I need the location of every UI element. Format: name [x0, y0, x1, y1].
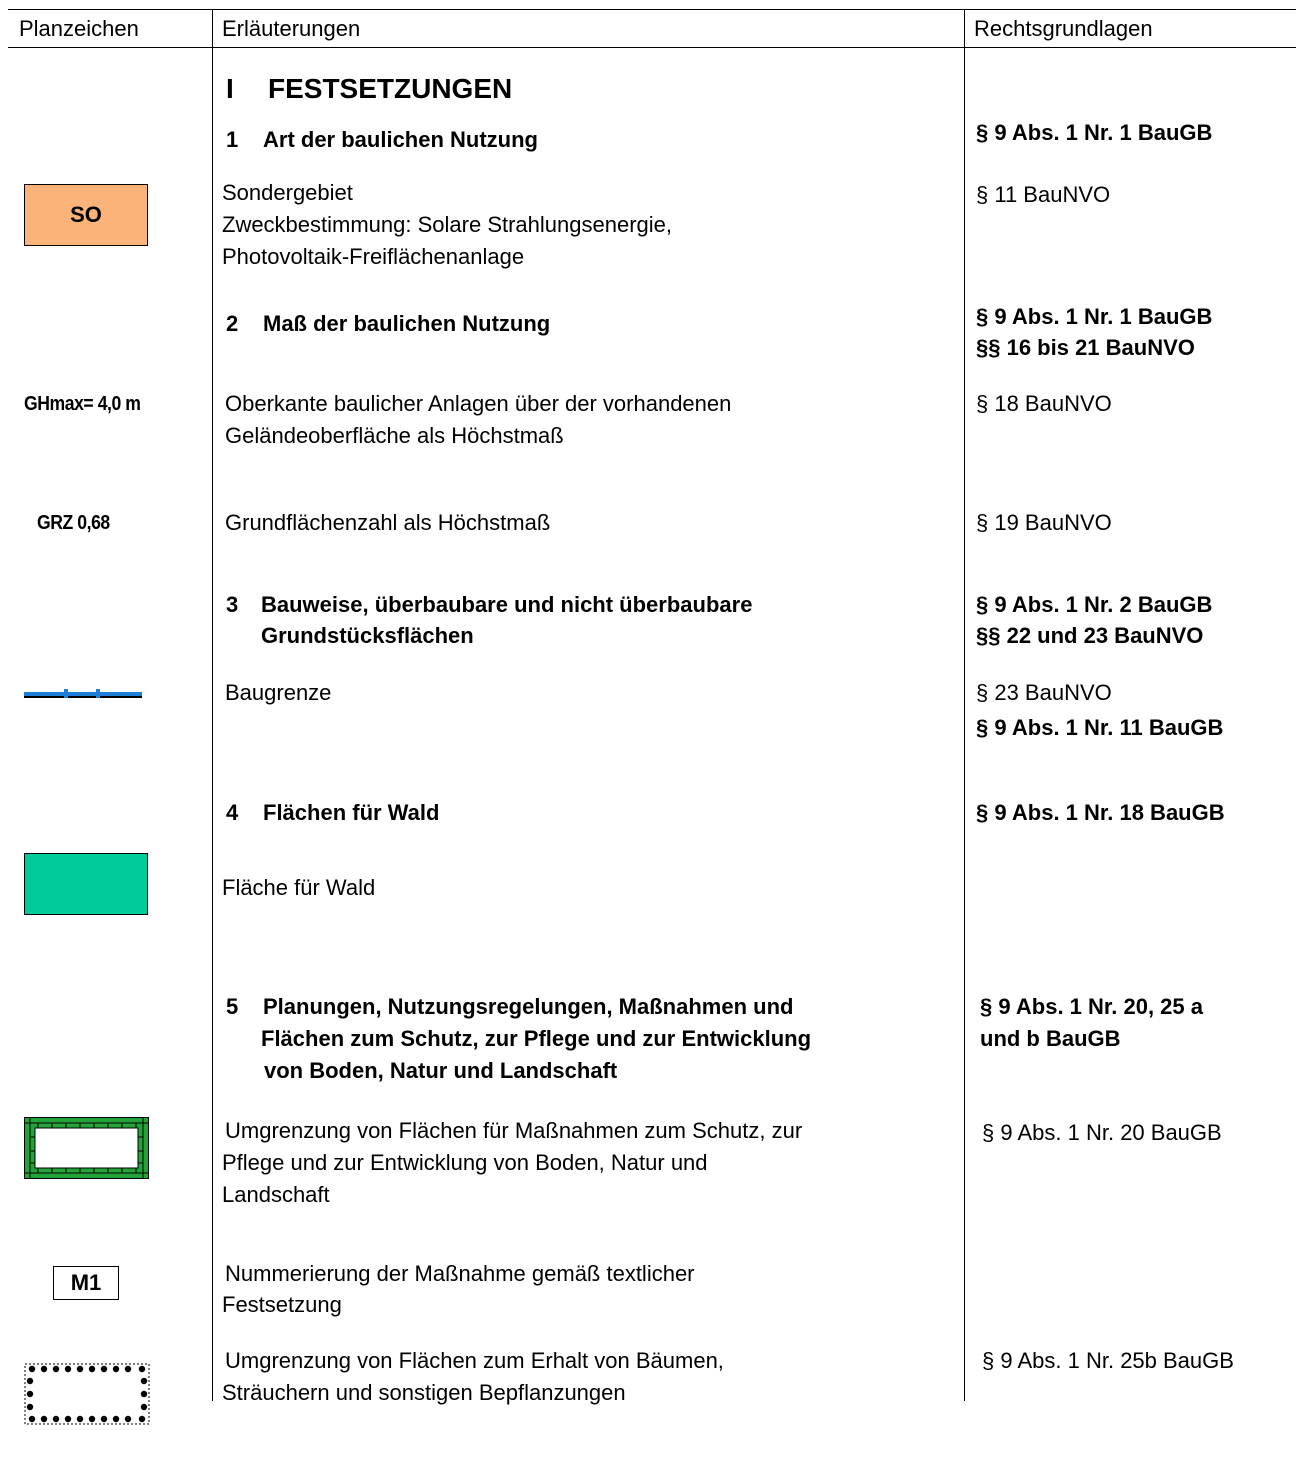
- section-3-law-1: § 9 Abs. 1 Nr. 2 BauGB: [976, 592, 1213, 617]
- header-rechtsgrundlagen: Rechtsgrundlagen: [974, 16, 1153, 41]
- baugrenze-law: § 23 BauNVO: [976, 680, 1112, 705]
- header-erlaeuterungen: Erläuterungen: [222, 16, 361, 41]
- wald-line-1: Fläche für Wald: [222, 875, 376, 900]
- erhalt-dotted-frame-icon: [24, 1363, 150, 1425]
- umgrenzung-law: § 9 Abs. 1 Nr. 20 BauGB: [982, 1120, 1222, 1145]
- section-1-title: Art der baulichen Nutzung: [263, 127, 538, 152]
- m1-line-1: Nummerierung der Maßnahme gemäß textlicher: [225, 1261, 695, 1286]
- section-3-number: 3: [226, 592, 239, 617]
- section-2-law-2: §§ 16 bis 21 BauNVO: [976, 335, 1195, 360]
- section-3-law-2: §§ 22 und 23 BauNVO: [976, 623, 1204, 648]
- section-2-law-1: § 9 Abs. 1 Nr. 1 BauGB: [976, 304, 1213, 329]
- column-divider-2: [964, 9, 965, 1401]
- section-main-title: FESTSETZUNGEN: [268, 73, 513, 104]
- m1-box: [53, 1266, 119, 1300]
- so-line-3: Photovoltaik-Freiflächenanlage: [222, 244, 525, 269]
- wald-rect-icon: [24, 853, 148, 915]
- m1-line-2: Festsetzung: [222, 1292, 342, 1317]
- baugrenze-line-1: Baugrenze: [225, 680, 332, 705]
- section-4-law: § 9 Abs. 1 Nr. 18 BauGB: [976, 800, 1225, 825]
- so-line-1: Sondergebiet: [222, 180, 353, 205]
- section-5-number: 5: [226, 994, 239, 1019]
- grz-law: § 19 BauNVO: [976, 510, 1112, 535]
- header-rule: [8, 47, 1296, 48]
- so-line-2: Zweckbestimmung: Solare Strahlungsenergie,: [222, 212, 673, 237]
- section-4-title: Flächen für Wald: [263, 800, 440, 825]
- erhalt-line-1: Umgrenzung von Flächen zum Erhalt von Bäumen,: [225, 1348, 724, 1373]
- baugrenze-law-bold: § 9 Abs. 1 Nr. 11 BauGB: [976, 715, 1224, 740]
- section-5-title-line-1: Planungen, Nutzungsregelungen, Maßnahmen und: [263, 994, 794, 1019]
- sondergebiet-symbol: [24, 184, 148, 246]
- section-5-title-line-3: von Boden, Natur und Landschaft: [264, 1058, 618, 1083]
- m1-label: M1: [70, 1270, 102, 1295]
- gh-line-1: Oberkante baulicher Anlagen über der vorhandenen: [225, 391, 732, 416]
- sondergebiet-symbol-label: SO: [70, 202, 102, 227]
- section-roman: I: [226, 73, 234, 104]
- section-2-title: Maß der baulichen Nutzung: [263, 311, 551, 336]
- column-divider-1: [212, 9, 213, 1401]
- section-5-title-line-2: Flächen zum Schutz, zur Pflege und zur Entwicklung: [261, 1026, 812, 1051]
- erhalt-line-2: Sträuchern und sonstigen Bepflanzungen: [222, 1380, 626, 1405]
- gh-symbol: GHmax= 4,0 m: [24, 393, 141, 415]
- erhalt-law: § 9 Abs. 1 Nr. 25b BauGB: [982, 1348, 1234, 1373]
- umgrenzung-line-3: Landschaft: [222, 1182, 330, 1207]
- section-5-law-1: § 9 Abs. 1 Nr. 20, 25 a: [980, 994, 1203, 1019]
- section-1-law: § 9 Abs. 1 Nr. 1 BauGB: [976, 120, 1213, 145]
- umgrenzung-line-2: Pflege und zur Entwicklung von Boden, Natur und: [222, 1150, 708, 1175]
- umgrenzung-line-1: Umgrenzung von Flächen für Maßnahmen zum Schutz, zur: [225, 1118, 803, 1143]
- section-2-number: 2: [226, 311, 239, 336]
- section-1-number: 1: [226, 127, 239, 152]
- so-law: § 11 BauNVO: [976, 182, 1111, 207]
- section-4-number: 4: [226, 800, 239, 825]
- gh-law: § 18 BauNVO: [976, 391, 1112, 416]
- section-3-title-line-2: Grundstücksflächen: [261, 623, 474, 648]
- top-rule: [8, 9, 1296, 10]
- massnahme-frame-icon: [24, 1117, 149, 1179]
- section-5-law-2: und b BauGB: [980, 1026, 1121, 1051]
- section-3-title-line-1: Bauweise, überbaubare und nicht überbaubare: [261, 592, 753, 617]
- gh-line-2: Geländeoberfläche als Höchstmaß: [225, 423, 564, 448]
- baugrenze-line-icon: [24, 687, 142, 701]
- grz-symbol: GRZ 0,68: [37, 512, 110, 534]
- header-planzeichen: Planzeichen: [19, 16, 139, 41]
- grz-line-1: Grundflächenzahl als Höchstmaß: [225, 510, 551, 535]
